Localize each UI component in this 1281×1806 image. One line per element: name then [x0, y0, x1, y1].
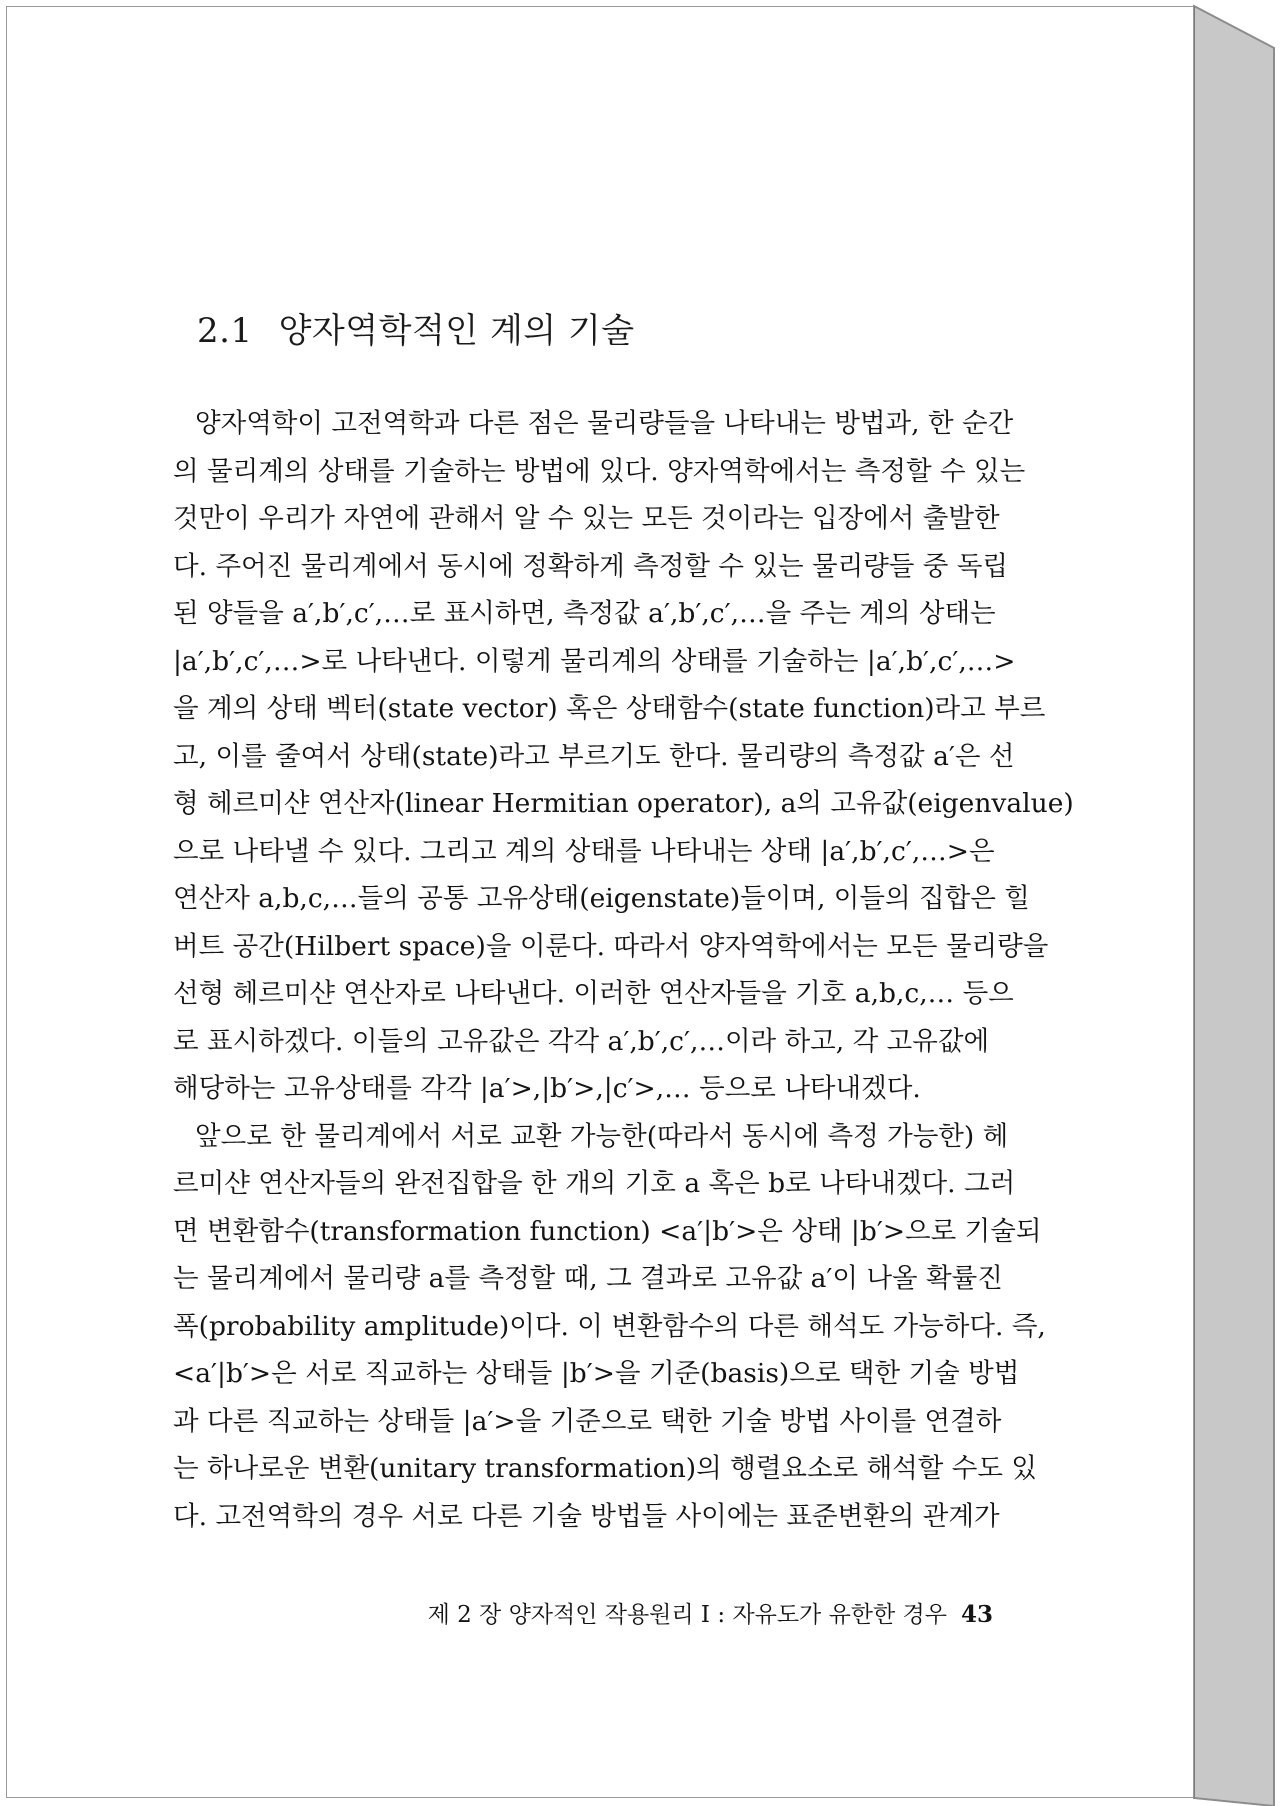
text-line: 르미샨 연산자들의 완전집합을 한 개의 기호 a 혹은 b로 나타내겠다. 그러 — [173, 1168, 1016, 1199]
text-line: 연산자 a,b,c,…들의 공통 고유상태(eigenstate)들이며, 이들의 집합은 힐 — [173, 883, 1030, 914]
text-line: 양자역학이 고전역학과 다른 점은 물리량들을 나타내는 방법과, 한 순간 — [195, 408, 1014, 439]
text-line: 는 물리계에서 물리량 a를 측정할 때, 그 결과로 고유값 a′이 나올 확률진 — [173, 1263, 1003, 1294]
text-line: 형 헤르미샨 연산자(linear Hermitian operator), a의 고유값(eigenvalue) — [173, 788, 1074, 819]
section-number: 2.1 — [197, 311, 253, 351]
text-line: 고, 이를 줄여서 상태(state)라고 부르기도 한다. 물리량의 측정값 a′은 선 — [173, 740, 1015, 772]
book-spine-face — [1194, 6, 1274, 1806]
text-line: 된 양들을 a′,b′,c′,…로 표시하면, 측정값 a′,b′,c′,…을 주는 계의 상태는 — [173, 598, 996, 629]
text-line: 을 계의 상태 벡터(state vector) 혹은 상태함수(state function)라고 부르 — [173, 693, 1046, 724]
text-line: |a′,b′,c′,…>로 나타낸다. 이렇게 물리계의 상태를 기술하는 |a′,b′,c′,…> — [173, 645, 1016, 677]
book-page — [6, 6, 1194, 1798]
text-line: 앞으로 한 물리계에서 서로 교환 가능한(따라서 동시에 측정 가능한) 헤 — [195, 1120, 1009, 1152]
text-line: 해당하는 고유상태를 각각 |a′>,|b′>,|c′>,… 등으로 나타내겠다. — [173, 1073, 921, 1104]
section-heading: 양자역학적인 계의 기술 — [278, 311, 635, 351]
text-line: 는 하나로운 변환(unitary transformation)의 행렬요소로 해석할 수도 있 — [173, 1453, 1038, 1484]
running-footer — [387, 1596, 993, 1629]
chapter-title: 제 2 장 양자적인 작용원리 I : 자유도가 유한한 경우 — [427, 1602, 947, 1628]
text-line: 폭(probability amplitude)이다. 이 변환함수의 다른 해석도 가능하다. 즉, — [173, 1310, 1046, 1342]
text-line: 으로 나타낼 수 있다. 그리고 계의 상태를 나타내는 상태 |a′,b′,c′,…>은 — [173, 835, 995, 867]
text-line: 의 물리계의 상태를 기술하는 방법에 있다. 양자역학에서는 측정할 수 있는 — [173, 455, 1026, 487]
section-title — [197, 303, 635, 352]
text-line: <a′|b′>은 서로 직교하는 상태들 |b′>을 기준(basis)으로 택한 기술 방법 — [173, 1358, 1020, 1389]
text-line: 버트 공간(Hilbert space)을 이룬다. 따라서 양자역학에서는 모든 물리량을 — [173, 930, 1049, 962]
text-line: 다. 고전역학의 경우 서로 다른 기술 방법들 사이에는 표준변환의 관계가 — [173, 1500, 1000, 1532]
body-text — [173, 400, 1074, 1540]
text-line: 면 변환함수(transformation function) <a′|b′>은 상태 |b′>으로 기술되 — [173, 1215, 1042, 1247]
text-line: 다. 주어진 물리계에서 동시에 정확하게 측정할 수 있는 물리량들 중 독립 — [173, 550, 1009, 582]
page-number: 43 — [960, 1601, 993, 1628]
text-line: 과 다른 직교하는 상태들 |a′>을 기준으로 택한 기술 방법 사이를 연결하 — [173, 1405, 1002, 1437]
text-line: 로 표시하겠다. 이들의 고유값은 각각 a′,b′,c′,…이라 하고, 각 고유값에 — [173, 1025, 990, 1057]
text-line: 것만이 우리가 자연에 관해서 알 수 있는 모든 것이라는 입장에서 출발한 — [173, 503, 1000, 534]
text-line: 선형 헤르미샨 연산자로 나타낸다. 이러한 연산자들을 기호 a,b,c,… 등으 — [173, 978, 1014, 1009]
